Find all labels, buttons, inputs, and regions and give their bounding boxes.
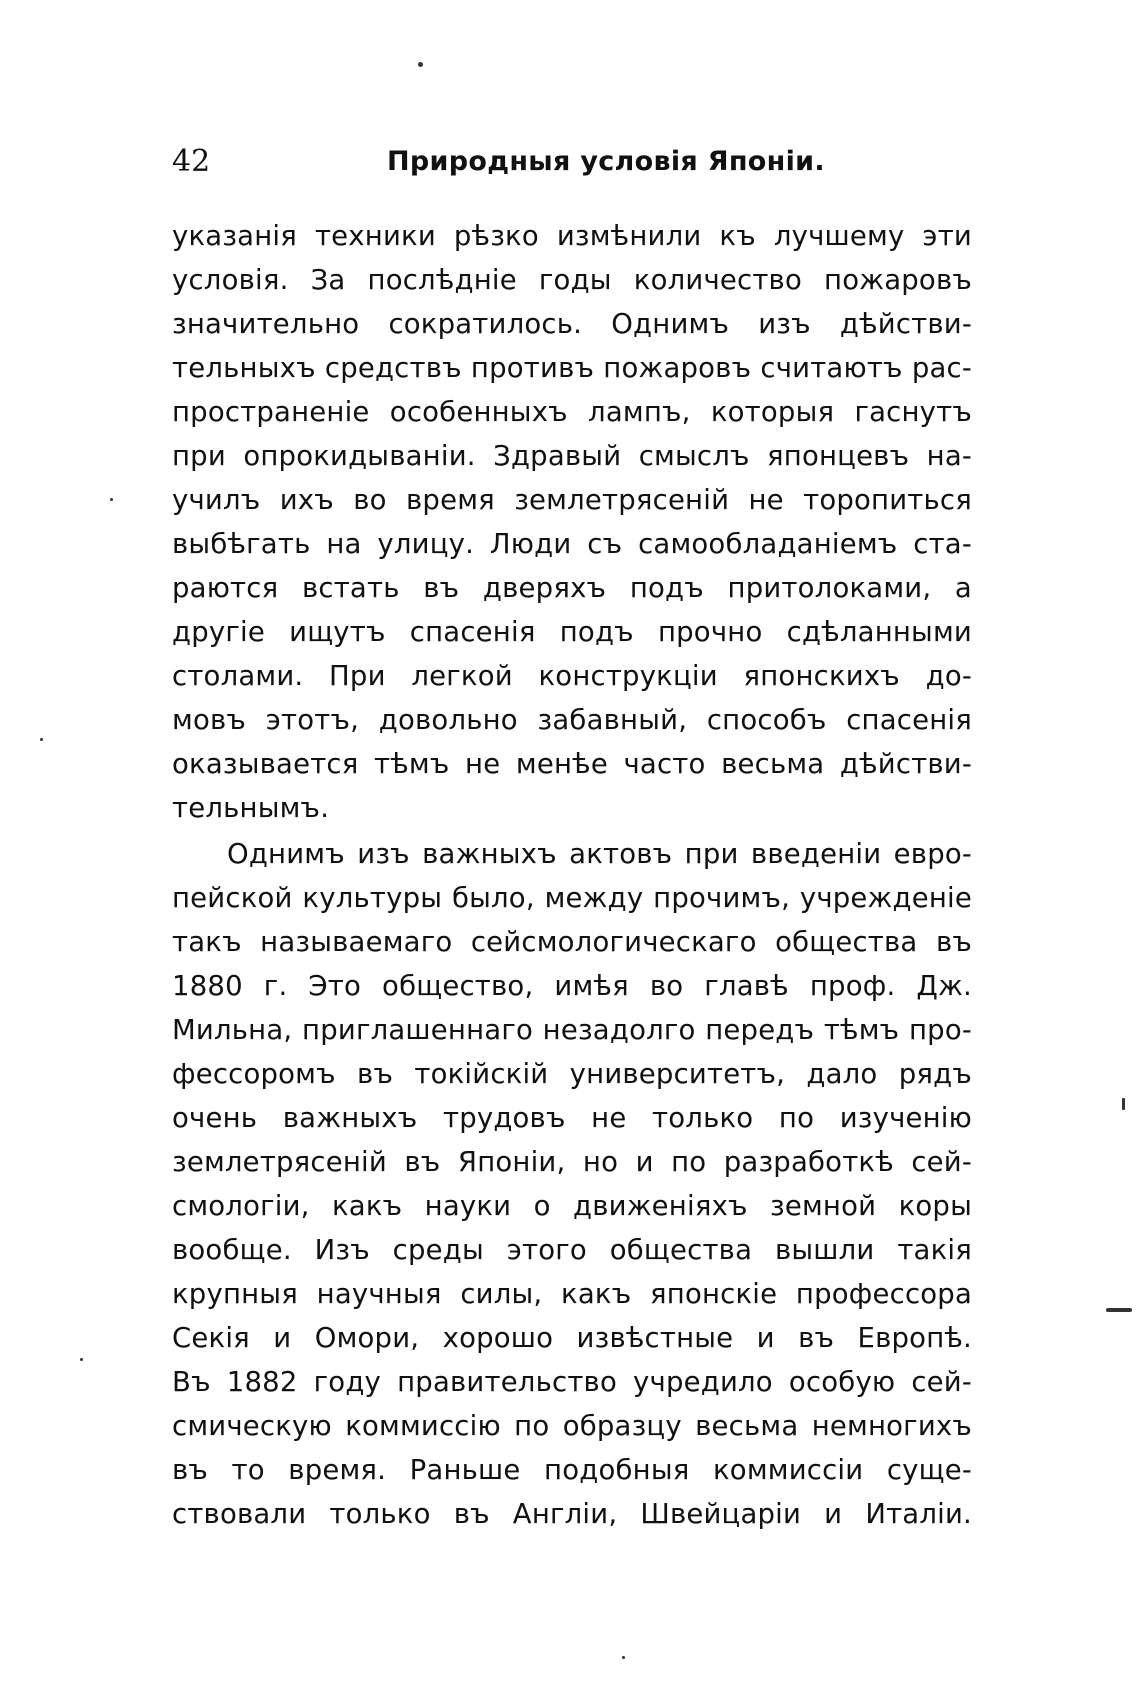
text-line: землетрясеній въ Японіи, но и по разработкѣ сей-	[172, 1146, 972, 1178]
scan-speck	[40, 738, 43, 741]
text-line: смическую коммиссію по образцу весьма немногихъ	[172, 1410, 972, 1442]
text-line: условія. За послѣдніе годы количество пожаровъ	[172, 264, 972, 296]
page-header	[172, 142, 972, 182]
text-line: вообще. Изъ среды этого общества вышли такія	[172, 1234, 972, 1266]
text-line: тельнымъ.	[172, 792, 330, 824]
page-number: 42	[172, 144, 211, 179]
text-line: училъ ихъ во время землетрясеній не торопиться	[172, 484, 972, 516]
scan-speck	[418, 62, 423, 67]
text-line: пейской культуры было, между прочимъ, учрежденіе	[172, 882, 972, 914]
scan-speck	[80, 1358, 83, 1361]
text-line: при опрокидываніи. Здравый смыслъ японцевъ на-	[172, 440, 972, 472]
text-line: другіе ищутъ спасенія подъ прочно сдѣланными	[172, 616, 972, 648]
text-line: Однимъ изъ важныхъ актовъ при введеніи евро-	[227, 838, 972, 870]
text-line: указанія техники рѣзко измѣнили къ лучшему эти	[172, 220, 972, 252]
text-line: Секія и Омори, хорошо извѣстные и въ Европѣ.	[172, 1322, 972, 1354]
text-line: фессоромъ въ токійскій университетъ, дало рядъ	[172, 1058, 972, 1090]
scan-speck	[622, 1656, 625, 1659]
text-line: 1880 г. Это общество, имѣя во главѣ проф. Дж.	[172, 970, 972, 1002]
body-text	[172, 214, 972, 1536]
running-title: Природныя условія Японіи.	[387, 146, 825, 177]
text-line: тельныхъ средствъ противъ пожаровъ считаютъ рас-	[172, 352, 972, 384]
text-line: Мильна, приглашеннаго незадолго передъ тѣмъ про-	[172, 1014, 972, 1046]
text-line: раются встать въ дверяхъ подъ притолоками, а	[172, 572, 972, 604]
text-line: очень важныхъ трудовъ не только по изученію	[172, 1102, 972, 1134]
text-line: пространеніе особенныхъ лампъ, которыя гаснутъ	[172, 396, 972, 428]
text-line: такъ называемаго сейсмологическаго общества въ	[172, 926, 972, 958]
text-line: оказывается тѣмъ не менѣе часто весьма дѣйстви-	[172, 748, 972, 780]
paragraph-2	[172, 832, 972, 1536]
text-line: ствовали только въ Англіи, Швейцаріи и Италіи.	[172, 1498, 972, 1530]
text-line: столами. При легкой конструкціи японскихъ до-	[172, 660, 972, 692]
text-line: мовъ этотъ, довольно забавный, способъ спасенія	[172, 704, 972, 736]
text-line: крупныя научныя силы, какъ японскіе профессора	[172, 1278, 972, 1310]
scan-speck	[1122, 1098, 1125, 1110]
text-line: въ то время. Раньше подобныя коммиссіи суще-	[172, 1454, 972, 1486]
text-line: значительно сократилось. Однимъ изъ дѣйстви-	[172, 308, 972, 340]
scan-speck	[110, 498, 113, 501]
text-line: выбѣгать на улицу. Люди съ самообладаніемъ ста-	[172, 528, 972, 560]
text-line: смологіи, какъ науки о движеніяхъ земной коры	[172, 1190, 972, 1222]
paragraph-1	[172, 214, 972, 830]
text-line: Въ 1882 году правительство учредило особую сей-	[172, 1366, 972, 1398]
scan-speck	[1106, 1308, 1132, 1312]
